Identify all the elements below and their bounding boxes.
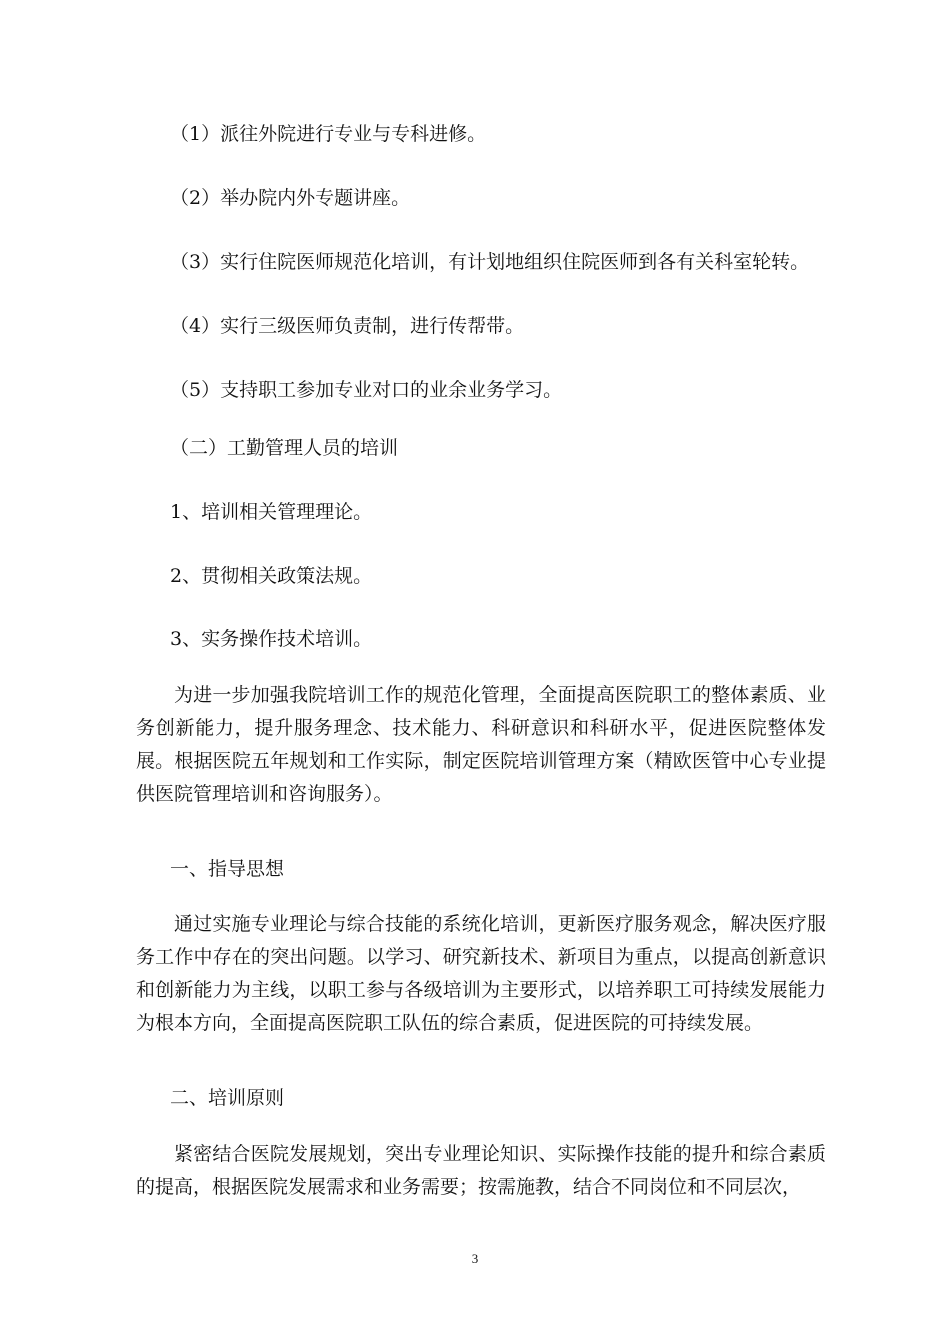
section-heading-staff-training: （二）工勤管理人员的培训	[170, 437, 399, 459]
intro-paragraph: 为进一步加强我院培训工作的规范化管理，全面提高医院职工的整体素质、业务创新能力，提升服务理念、技术能力、科研意识和科研水平，促进医院整体发展。根据医院五年规划和工作实际，制定医院培训管理方案（精欧医管中心专业提供医院管理培训和咨询服务）。	[136, 684, 826, 805]
list-item-4: （4）实行三级医师负责制，进行传帮带。	[170, 315, 525, 337]
guiding-paragraph: 通过实施专业理论与综合技能的系统化培训，更新医疗服务观念，解决医疗服务工作中存在的突出问题。以学习、研究新技术、新项目为重点，以提高创新意识和创新能力为主线，以职工参与各级培训为主要形式，以培养职工可持续发展能力为根本方向，全面提高医院职工队伍的综合素质，促进医院的可持续发展。	[136, 913, 826, 1034]
list-item-2: （2）举办院内外专题讲座。	[170, 187, 411, 209]
heading-training-principles: 二、培训原则	[170, 1087, 285, 1109]
principles-paragraph: 紧密结合医院发展规划，突出专业理论知识、实际操作技能的提升和综合素质的提高，根据医院发展需求和业务需要；按需施教，结合不同岗位和不同层次，	[136, 1143, 826, 1198]
list-item-1: （1）派往外院进行专业与专科进修。	[170, 123, 487, 145]
heading-guiding-thought: 一、指导思想	[170, 858, 285, 880]
staff-item-2: 2、贯彻相关政策法规。	[170, 565, 373, 587]
staff-item-1: 1、培训相关管理理论。	[170, 501, 373, 523]
staff-item-3: 3、实务操作技术培训。	[170, 628, 373, 650]
list-item-3: （3）实行住院医师规范化培训，有计划地组织住院医师到各有关科室轮转。	[170, 251, 810, 273]
list-item-5: （5）支持职工参加专业对口的业余业务学习。	[170, 379, 563, 401]
page-number: 3	[471, 1251, 479, 1266]
